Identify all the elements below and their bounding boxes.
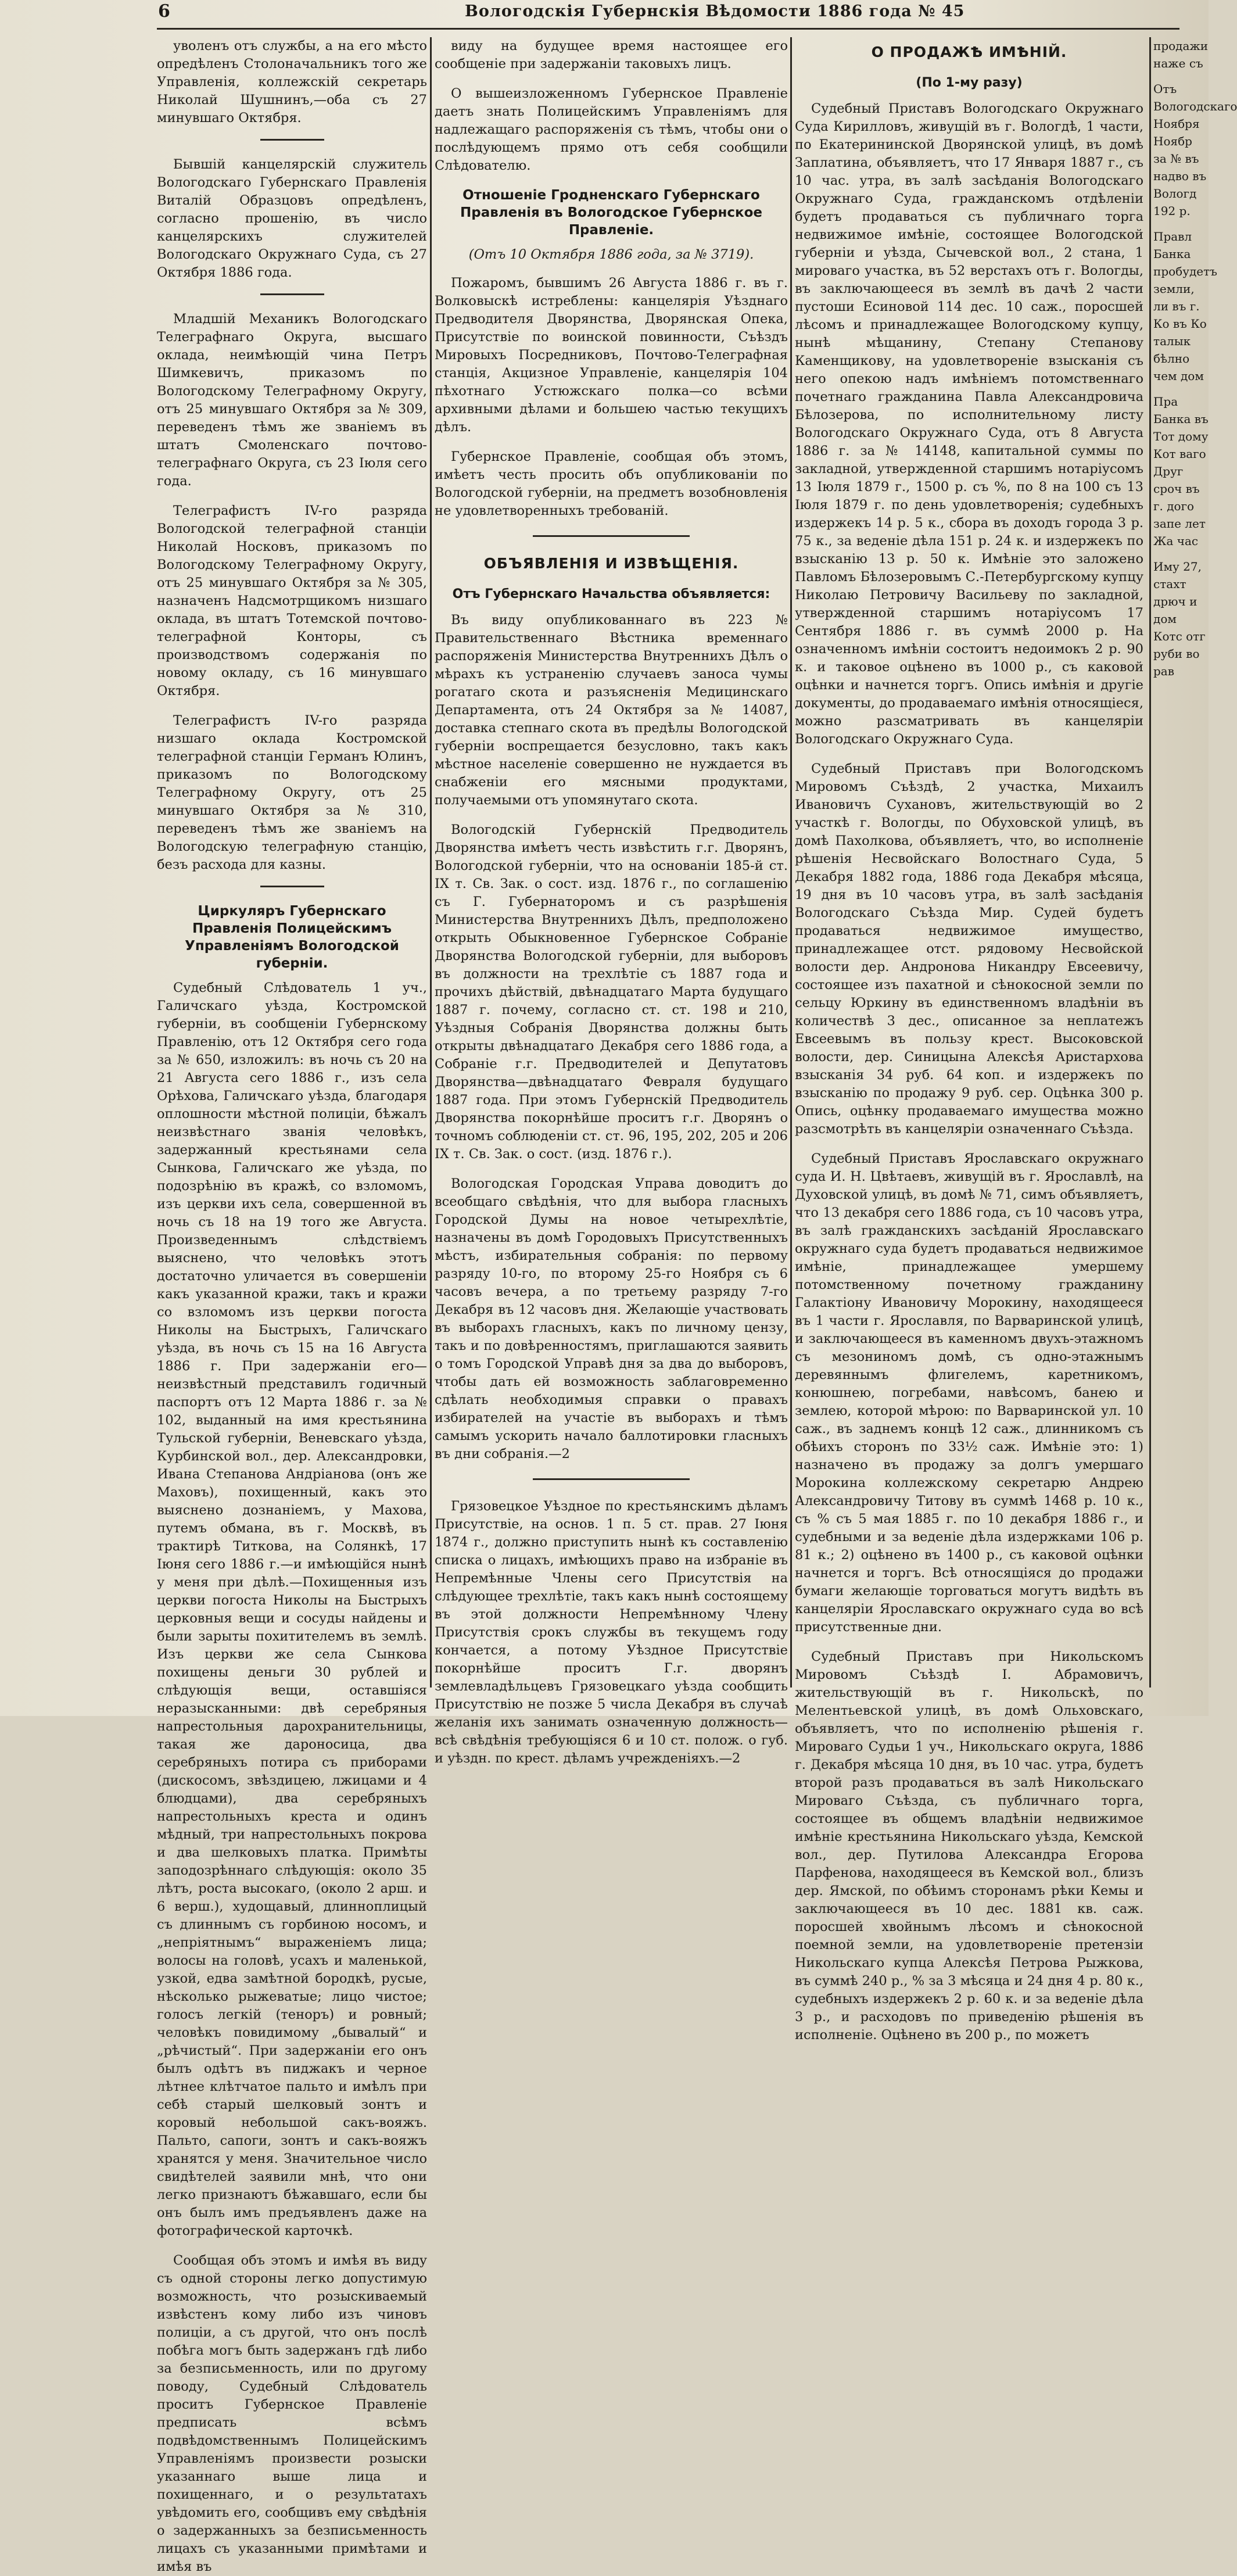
section-subheading: Отъ Губернскаго Начальства объявляется: — [452, 587, 770, 601]
separator-rule — [260, 139, 324, 141]
paragraph: виду на будущее время настоящее его сообщеніе при задержаніи таковыхъ лицъ. — [435, 38, 788, 71]
paragraph: Судебный Приставъ Ярославскаго окружнаго суда И. Н. Цвѣтаевъ, живущій въ г. Ярославлѣ, на Духовской улицѣ, въ домѣ № 71, симъ объявляетъ, что 13 декабря сего 1886 года, съ 10 часовъ утра, въ залѣ гражданскихъ засѣданій Ярославскаго окружнаго суда будетъ продаваться недвижимое имѣніе, принадлежащее умершему потомственному почетному гражданину Галактіону Ивановичу Морокину, находящееся въ 1 части г. Ярославля, по Варваринской улицѣ, и заключающееся въ каменномъ двухъ-этажномъ съ мезониномъ домѣ, съ одно-этажнымъ деревяннымъ флигелемъ, каретникомъ, конюшнею, погребами, навѣсомъ, банею и землею, которой мѣрою: по Варваринской ул. 10 саж., въ заднемъ концѣ 12 саж., длинникомъ съ обѣихъ сторонъ по 33½ саж. Имѣніе это: 1) назначено въ продажу за долгъ умершаго Морокина коллежскому секретарю Андрею Александровичу Титову въ суммѣ 1468 р. 10 к., съ % съ 5 мая 1885 г. по 10 декабря 1886 г., и судебными и за веденіе дѣла издержками 106 р. 81 к.; 2) оцѣнено въ 1400 р., съ каковой оцѣнки начнется и торгъ. Всѣ относящіяся до продажи бумаги желающіе торговаться могутъ видѣть въ канцеляріи Ярославскаго окружнаго суда во всѣ присутственные дни. — [795, 1151, 1143, 1635]
column-divider — [430, 37, 432, 1688]
page-header — [0, 0, 1209, 36]
paragraph: продажи наже съ — [1153, 39, 1209, 70]
page-number: 6 — [158, 1, 170, 22]
paragraph: Правл Банка пробудетъ земли, ли въ г. Ко въ Ко талык бѣлно чем дом — [1153, 230, 1217, 383]
section-heading: О ПРОДАЖѢ ИМѢНІЙ. — [871, 44, 1067, 60]
paragraph: О вышеизложенномъ Губернское Правленіе даетъ знать Полицейскимъ Управленіямъ для надлежащаго распоряженія съ тѣмъ, чтобы они о послѣдующемъ прямо отъ себя сообщили Слѣдователю. — [435, 86, 788, 173]
paragraph: Бывшій канцелярскій служитель Вологодскаго Губернскаго Правленія Виталій Образцовъ опредѣленъ, согласно прошенію, въ число канцелярскихъ служителей Вологодскаго Окружнаго Суда, съ 27 Октября 1886 года. — [157, 157, 427, 280]
column-3 — [795, 37, 1143, 2043]
paragraph: Пра Банка въ Тот дому Кот ваго Друг сроч въ г. дого запе лет Жа час — [1153, 395, 1209, 548]
section-title: Циркуляръ Губернскаго Правленія Полицейскимъ Управленіямъ Вологодской губерніи. — [185, 904, 399, 971]
paragraph: Телеграфистъ IV-го разряда низшаго оклада Костромской телеграфной станціи Германъ Юлинъ, приказомъ по Вологодскому Телеграфному Округу, отъ 25 минувшаго Октября за № 310, переведенъ тѣмъ же званіемъ на Вологодскую телеграфную станцію, безъ расхода для казны. — [157, 713, 427, 872]
section-title: Отношеніе Гродненскаго Губернскаго Правленія въ Вологодское Губернское Правленіе. — [460, 188, 762, 238]
column-1 — [157, 37, 427, 2574]
column-divider — [1149, 37, 1151, 1688]
paragraph: Судебный Приставъ при Вологодскомъ Мировомъ Съѣздѣ, 2 участка, Михаилъ Ивановичъ Сухановъ, жительствующій во 2 участкѣ г. Вологды, по Обуховской улицѣ, въ домѣ Пахолкова, объявляетъ, что, во исполненіе рѣшенія Несвойскаго Волостнаго Суда, 5 Декабря 1882 года, 1886 года Декабря мѣсяца, 19 дня въ 10 часовъ утра, въ залѣ засѣданія Вологодскаго Съѣзда Мир. Судей будетъ продаваться недвижимое имущество, принадлежащее отст. рядовому Несвойской волости дер. Андронова Никандру Евсеевичу, состоящее изъ пахатной и сѣнокосной земли по сельцу Юркину въ единственномъ владѣніи въ количествѣ 3 дес., описанное за неплатежъ Евсеевымъ въ пользу крест. Высоковской волости, дер. Синицына Алексѣя Аристархова взысканія 34 руб. 64 коп. и издержекъ по взысканію по продажу 9 руб. сер. Оцѣнка 300 р. Опись, оцѣнку продаваемаго имущества можно разсмотрѣть въ канцеляріи означеннаго Съѣзда. — [795, 761, 1143, 1137]
section-subheading: (По 1-му разу) — [916, 76, 1023, 90]
column-4-cut — [1153, 37, 1237, 1699]
paragraph: Телеграфистъ IV-го разряда Вологодской телеграфной станціи Николай Носковъ, приказомъ по Вологодскому Телеграфному Округу, отъ 25 минувшаго Октября за № 305, назначенъ Надсмотрщикомъ низшаго оклада, въ штатъ Тотемской почтово-телеграфной Конторы, съ производствомъ содержанія по новому окладу, съ 16 минувшаго Октября. — [157, 503, 427, 698]
paragraph: Судебный Слѣдователь 1 уч., Галичскаго уѣзда, Костромской губерніи, въ сообщеніи Губернскому Правленію, отъ 12 Октября сего года за № 650, изложилъ: въ ночь съ 20 на 21 Августа сего 1886 г., изъ села Орѣхова, Галичскаго уѣзда, благодаря оплошности мѣстной полиціи, бѣжалъ неизвѣстнаго званія человѣкъ, задержанный крестьянами села Сынкова, Галичскаго же уѣзда, по подозрѣнію въ кражѣ, со взломомъ, изъ церкви ихъ села, совершенной въ ночь съ 18 на 19 того же Августа. Произведеннымъ слѣдствіемъ выяснено, что человѣкъ этотъ достаточно уличается въ совершеніи какъ указанной кражи, такъ и кражи со взломомъ изъ церкви погоста Николы на Быстрыхъ, Галичскаго уѣзда, въ ночь съ 15 на 16 Августа 1886 г. При задержаніи его—неизвѣстный представилъ годичный паспортъ отъ 12 Марта 1886 г. за № 102, выданный на имя крестьянина Тульской губерніи, Веневскаго уѣзда, Курбинской вол., дер. Александровки, Ивана Степанова Андріанова (онъ же Маховъ), похищенный, какъ это выяснено дознаніемъ, у Махова, путемъ обмана, въ г. Москвѣ, въ трактирѣ Титкова, на Солянкѣ, 17 Іюня сего 1886 г.—и имѣющійся нынѣ у меня при дѣлѣ.—Похищенныя изъ церкви погоста Николы на Быстрыхъ церковныя вещи и сосуды найдены и были зарыты похитителемъ въ землѣ. Изъ церкви же села Сынкова похищены деньги 30 рублей и слѣдующія вещи, оставшіяся неразысканными: двѣ серебряныя напрестольныя дарохранительницы, такая же дароносица, два серебряныхъ потира съ приборами (дискосомъ, звѣздицею, лжицами и 4 блюдцами), два серебряныхъ напрестольныхъ креста и одинъ мѣдный, три напрестольныхъ покрова и два шелковыхъ платка. Примѣты заподозрѣннаго слѣдующія: около 35 лѣтъ, роста высокаго, (около 2 арш. и 6 верш.), худощавый, длинноплицый съ длиннымъ съ горбиною носомъ, и „непріятнымъ“ выраженіемъ лица; волосы на головѣ, усахъ и маленькой, узкой, едва замѣтной бородкѣ, русые, нѣсколько рыжеватые; лицо чистое; голосъ легкій (теноръ) и ровный; человѣкъ повидимому „бывалый“ и „рѣчистый“. При задержаніи его онъ былъ одѣтъ въ пиджакъ и черное лѣтнее клѣтчатое пальто и имѣлъ при себѣ старый шелковый зонтъ и коровый небольшой сакъ-вояжъ. Пальто, сапоги, зонтъ и сакъ-вояжъ хранятся у меня. Значительное число свидѣтелей заявили мнѣ, что они легко признаютъ бѣжавшаго, если бы онъ былъ имъ предъявленъ даже на фотографической карточкѣ. — [157, 980, 427, 2238]
paragraph: Грязовецкое Уѣздное по крестьянскимъ дѣламъ Присутствіе, на основ. 1 п. 5 ст. прав. 27 Іюня 1874 г., должно приступить нынѣ къ составленію списка о лицахъ, имѣющихъ право на избраніе въ Непремѣнные Члены сего Присутствія на слѣдующее трехлѣтіе, такъ какъ нынѣ состоящему въ этой должности Непремѣнному Члену Присутствія срокъ службы въ текущемъ году кончается, а потому Уѣздное Присутствіе покорнѣйше проситъ Г.г. дворянъ землевладѣльцевъ Грязовецкаго уѣзда сообщить Присутствію не позже 5 числа Декабря въ случаѣ желанія ихъ занимать означенную должность—всѣ свѣдѣнія требующіяся 6 и 10 ст. полож. о губ. и уѣздн. по крест. дѣламъ учрежденіяхъ.—2 — [435, 1499, 788, 1766]
paragraph: Вологодская Городская Управа доводитъ до всеобщаго свѣдѣнія, что для выбора гласныхъ Городской Думы на новое четырехлѣтіе, назначены въ домѣ Городовыхъ Присутственныхъ мѣстъ, избирательныя собранія: по первому разряду 10-го, по второму 25-го Ноября съ 6 часовъ вечера, а по третьему разряду 7-го Декабря въ 12 часовъ дня. Желающіе участвовать въ выборахъ гласныхъ, какъ по личному цензу, такъ и по довѣренностямъ, приглашаются заявить о томъ Городской Управѣ дня за два до выборовъ, чтобы дать ей возможность заблаговременно сдѣлать необходимыя справки о правахъ избирателей на участіе въ выборахъ и тѣмъ самымъ ускорить начало баллотировки гласныхъ въ дни собранія.—2 — [435, 1176, 788, 1461]
separator-rule — [533, 1478, 690, 1480]
paragraph: Отъ Вологодскаго Ноября Ноябр за № въ надво въ Вологд 192 р. — [1153, 82, 1237, 218]
paragraph: Младшій Механикъ Вологодскаго Телеграфнаго Округа, высшаго оклада, неимѣющій чина Петръ Шимкевичъ, приказомъ по Вологодскому Телеграфному Округу, отъ 25 минувшаго Октября за № 309, переведенъ тѣмъ же званіемъ въ штатъ Смоленскаго почтово-телеграфнаго Округа, съ 23 Іюля сего года. — [157, 311, 427, 489]
paragraph: Судебный Приставъ при Никольскомъ Мировомъ Съѣздѣ І. Абрамовичъ, жительствующій въ г. Никольскѣ, по Мелентьевской улицѣ, въ домѣ Ольховскаго, объявляетъ, что по исполненію рѣшенія г. Мироваго Судьи 1 уч., Никольскаго округа, 1886 г. Декабря мѣсяца 10 дня, въ 10 час. утра, будетъ второй разъ продаваться въ залѣ Никольскаго Мироваго Съѣзда, съ публичнаго торга, состоящее въ общемъ владѣніи недвижимое имѣніе крестьянина Никольскаго уѣзда, Кемской вол., дер. Путилова Александра Егорова Парфенова, находящееся въ Кемской вол., близъ дер. Ямской, по обѣимъ сторонамъ рѣки Кемы и заключающееся въ 10 дес. 1881 кв. саж. поросшей хвойнымъ лѣсомъ и сѣнокосной поемной земли, на удовлетвореніе претензіи Никольскаго купца Алексѣя Петрова Рыжкова, въ суммѣ 240 р., % за 3 мѣсяца и 24 дня 4 р. 80 к., судебныхъ издержекъ 2 р. 60 к. и за веденіе дѣла 3 р., и расходовъ по приведенію рѣшенія въ исполненіе. Оцѣнено въ 200 р., по можетъ — [795, 1649, 1143, 2043]
paragraph: Сообщая объ этомъ и имѣя въ виду съ одной стороны легко допустимую возможность, что розыскиваемый извѣстенъ кому либо изъ чиновъ полиціи, а съ другой, что онъ послѣ побѣга могъ быть задержанъ гдѣ либо за безписьменность, или по другому поводу, Судебный Слѣдователь проситъ Губернское Правленіе предписать всѣмъ подвѣдомственнымъ Полицейскимъ Управленіямъ произвести розыски указаннаго выше лица и похищеннаго, и о результатахъ увѣдомить его, сообщивъ ему свѣдѣнія о задержанныхъ за безписьменность лицахъ съ указанными примѣтами и имѣя въ — [157, 2253, 427, 2574]
paragraph: Въ виду опубликованнаго въ 223 № Правительственнаго Вѣстника временнаго распоряженія Министерства Внутреннихъ Дѣлъ о мѣрахъ къ устраненію случаевъ заноса чумы рогатаго скота и разъясненія Медицинскаго Департамента, отъ 24 Октября за № 14087, доставка степнаго скота въ предѣлы Вологодской губерніи воспрещается безусловно, такъ какъ мѣстное населеніе совершенно не нуждается въ снабженіи его мясными продуктами, получаемыми отъ упомянутаго скота. — [435, 612, 788, 808]
column-2 — [435, 37, 788, 1766]
separator-rule — [260, 293, 324, 295]
paragraph: Губернское Правленіе, сообщая объ этомъ, имѣетъ честь просить объ опубликованіи по Вологодской губерніи, на предметъ возобновленія не удовлетворенныхъ требованій. — [435, 449, 788, 518]
paragraph: Вологодскій Губернскій Предводитель Дворянства имѣетъ честь извѣстить г.г. Дворянъ, Вологодской губерніи, что на основаніи 185-й ст. IX т. Св. Зак. о сост. изд. 1876 г., по соглашенію съ Г. Губернаторомъ и съ разрѣшенія Министерства Внутреннихъ Дѣлъ, предположено открыть Обыкновенное Губернское Собраніе Дворянства Вологодской губерніи, для выборовъ въ должности на трехлѣтіе съ 1887 года и прочихъ дѣйствій, двѣнадцатаго Марта будущаго 1887 г. почему, согласно ст. ст. 198 и 210, Уѣздныя Собранія Дворянства должны быть открыты двѣнадцатаго Декабря сего 1886 года, а Собраніе г.г. Предводителей и Депутатовъ Дворянства—двѣнадцатаго Февраля будущаго 1887 года. При этомъ Губернскій Предводитель Дворянства покорнѣйше проситъ г.г. Дворянъ о точномъ соблюденіи ст. ст. 96, 195, 202, 205 и 206 IX т. Св. Зак. о сост. (изд. 1876 г.). — [435, 822, 788, 1162]
separator-rule — [260, 886, 324, 887]
running-title: Вологодскія Губернскія Вѣдомости 1886 года № 45 — [465, 2, 965, 20]
separator-rule — [533, 535, 690, 537]
paragraph: Судебный Приставъ Вологодскаго Окружнаго Суда Кирилловъ, живущій въ г. Вологдѣ, 1 части, по Екатерининской Дворянской улицѣ, въ домѣ Заплатина, объявляетъ, что 17 Января 1887 г., съ 10 час. утра, въ залѣ засѣданія Вологодскаго Окружнаго Суда, гражданскомъ отдѣленіи будетъ продаваться съ публичнаго торга недвижимое имѣніе, состоящее Вологодской губерніи и уѣзда, Сычевской вол., 2 стана, 1 мироваго участка, въ 52 верстахъ отъ г. Вологды, въ заключающееся въ землѣ въ дачѣ 2 части пустоши Есиновой 114 дес. 10 саж., поросшей лѣсомъ и принадлежащее Вологодскому купцу, нынѣ мѣщанину, Степану Степанову Каменщикову, на удовлетвореніе взысканія съ него опекою надъ имѣніемъ потомственнаго почетнаго гражданина Павла Александровича Бѣлозерова, по исполнительному листу Вологодскаго Окружнаго Суда, отъ 8 Августа 1886 г. за № 14148, капитальной суммы по закладной, утвержденной старшимъ нотаріусомъ 13 Іюля 1879 г., 1500 р. съ %, по 8 на 100 съ 13 Іюля 1879 г. по день удовлетворенія; судебныхъ издержекъ 14 р. 5 к., сбора въ доходъ города 3 р. 75 к., за веденіе дѣла 151 р. 24 к. и издержекъ по взысканію 13 р. 50 к. Имѣніе это заложено Павломъ Бѣлозеровымъ С.-Петербургскому купцу Николаю Петровичу Васильеву по закладной, утвержденной старшимъ нотаріусомъ 17 Сентября 1886 г. въ суммѣ 2000 р. На означенномъ имѣніи состоитъ недоимокъ 2 р. 90 к. и таковое оцѣнено въ 1000 р., съ каковой оцѣнки и начнется торгъ. Опись имѣнія и другіе документы, до продаваемаго имѣнія относящіеся, можно разсматривать въ канцеляріи Вологодскаго Окружнаго Суда. — [795, 101, 1143, 747]
header-rule — [157, 28, 1179, 30]
paragraph: Иму 27, стахт дрюч и дом Котс отг руби во рав — [1153, 560, 1206, 678]
section-date: (Отъ 10 Октября 1886 года, за № 3719). — [468, 247, 754, 262]
paragraph: Пожаромъ, бывшимъ 26 Августа 1886 г. въ г. Волковыскѣ истреблены: канцелярія Уѣзднаго Предводителя Дворянства, Дворянская Опека, Присутствіе по воинской повинности, Съѣздъ Мировыхъ Посредниковъ, Почтово-Телеграфная станція, Акцизное Управленіе, канцелярія 104 пѣхотнаго Устюжскаго полка—со всѣми архивными дѣлами и большею частью текущихъ дѣлъ. — [435, 275, 788, 435]
section-heading: ОБЪЯВЛЕНІЯ И ИЗВѢЩЕНІЯ. — [483, 555, 739, 572]
paragraph: уволенъ отъ службы, а на его мѣсто опредѣленъ Столоначальникъ того же Управленія, коллежскій секретарь Николай Шушнинъ,—оба съ 27 минувшаго Октября. — [157, 38, 427, 126]
column-divider — [790, 37, 792, 1688]
